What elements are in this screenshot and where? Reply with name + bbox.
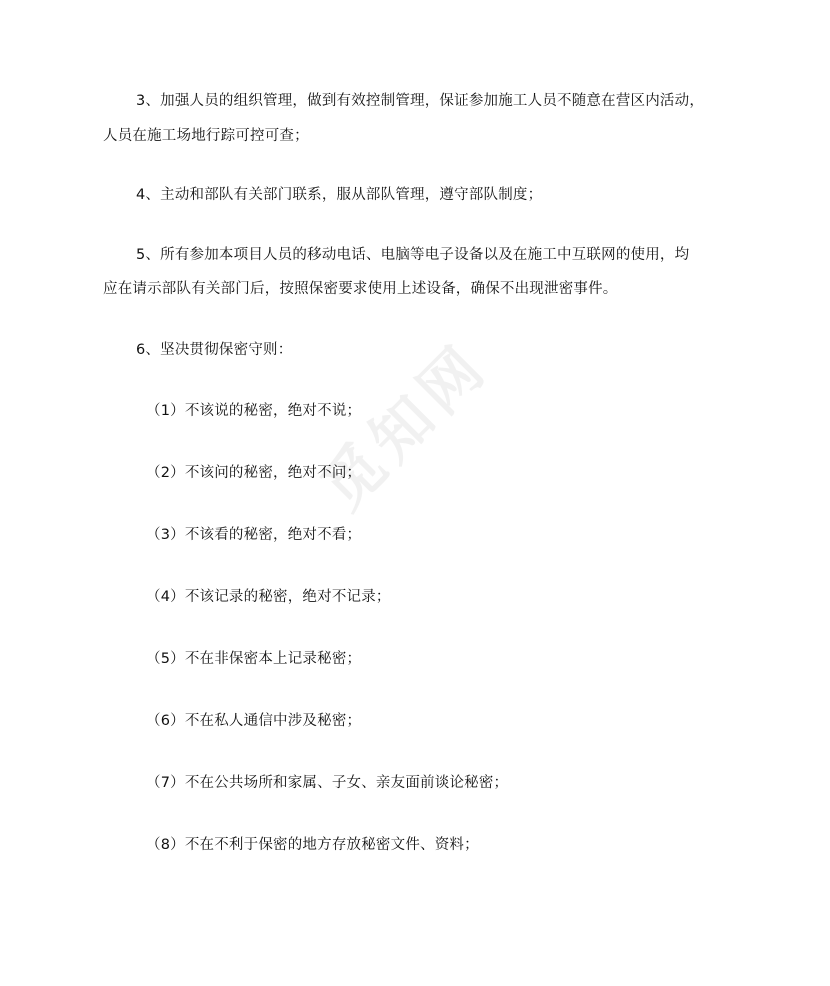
rule-item-4: （4）不该记录的秘密，绝对不记录；	[146, 589, 391, 605]
rule-item-6: （6）不在私人通信中涉及秘密；	[146, 713, 362, 729]
paragraph-5-line-1: 5、所有参加本项目人员的移动电话、电脑等电子设备以及在施工中互联网的使用，均	[136, 247, 690, 263]
watermark: 觅知网	[308, 329, 503, 524]
paragraph-4: 4、主动和部队有关部门联系，服从部队管理，遵守部队制度；	[136, 187, 543, 203]
paragraph-3-line-1: 3、加强人员的组织管理，做到有效控制管理，保证参加施工人员不随意在营区内活动，	[136, 93, 705, 109]
rule-item-8: （8）不在不利于保密的地方存放秘密文件、资料；	[146, 837, 479, 853]
rule-item-5: （5）不在非保密本上记录秘密；	[146, 651, 362, 667]
paragraph-3-line-2: 人员在施工场地行踪可控可查；	[103, 128, 309, 144]
paragraph-6: 6、坚决贯彻保密守则：	[136, 342, 293, 358]
rule-item-1: （1）不该说的秘密，绝对不说；	[146, 403, 362, 419]
rule-item-3: （3）不该看的秘密，绝对不看；	[146, 527, 362, 543]
rule-item-2: （2）不该问的秘密，绝对不问；	[146, 465, 362, 481]
rule-item-7: （7）不在公共场所和家属、子女、亲友面前谈论秘密；	[146, 775, 509, 791]
paragraph-5-line-2: 应在请示部队有关部门后，按照保密要求使用上述设备，确保不出现泄密事件。	[103, 281, 618, 297]
